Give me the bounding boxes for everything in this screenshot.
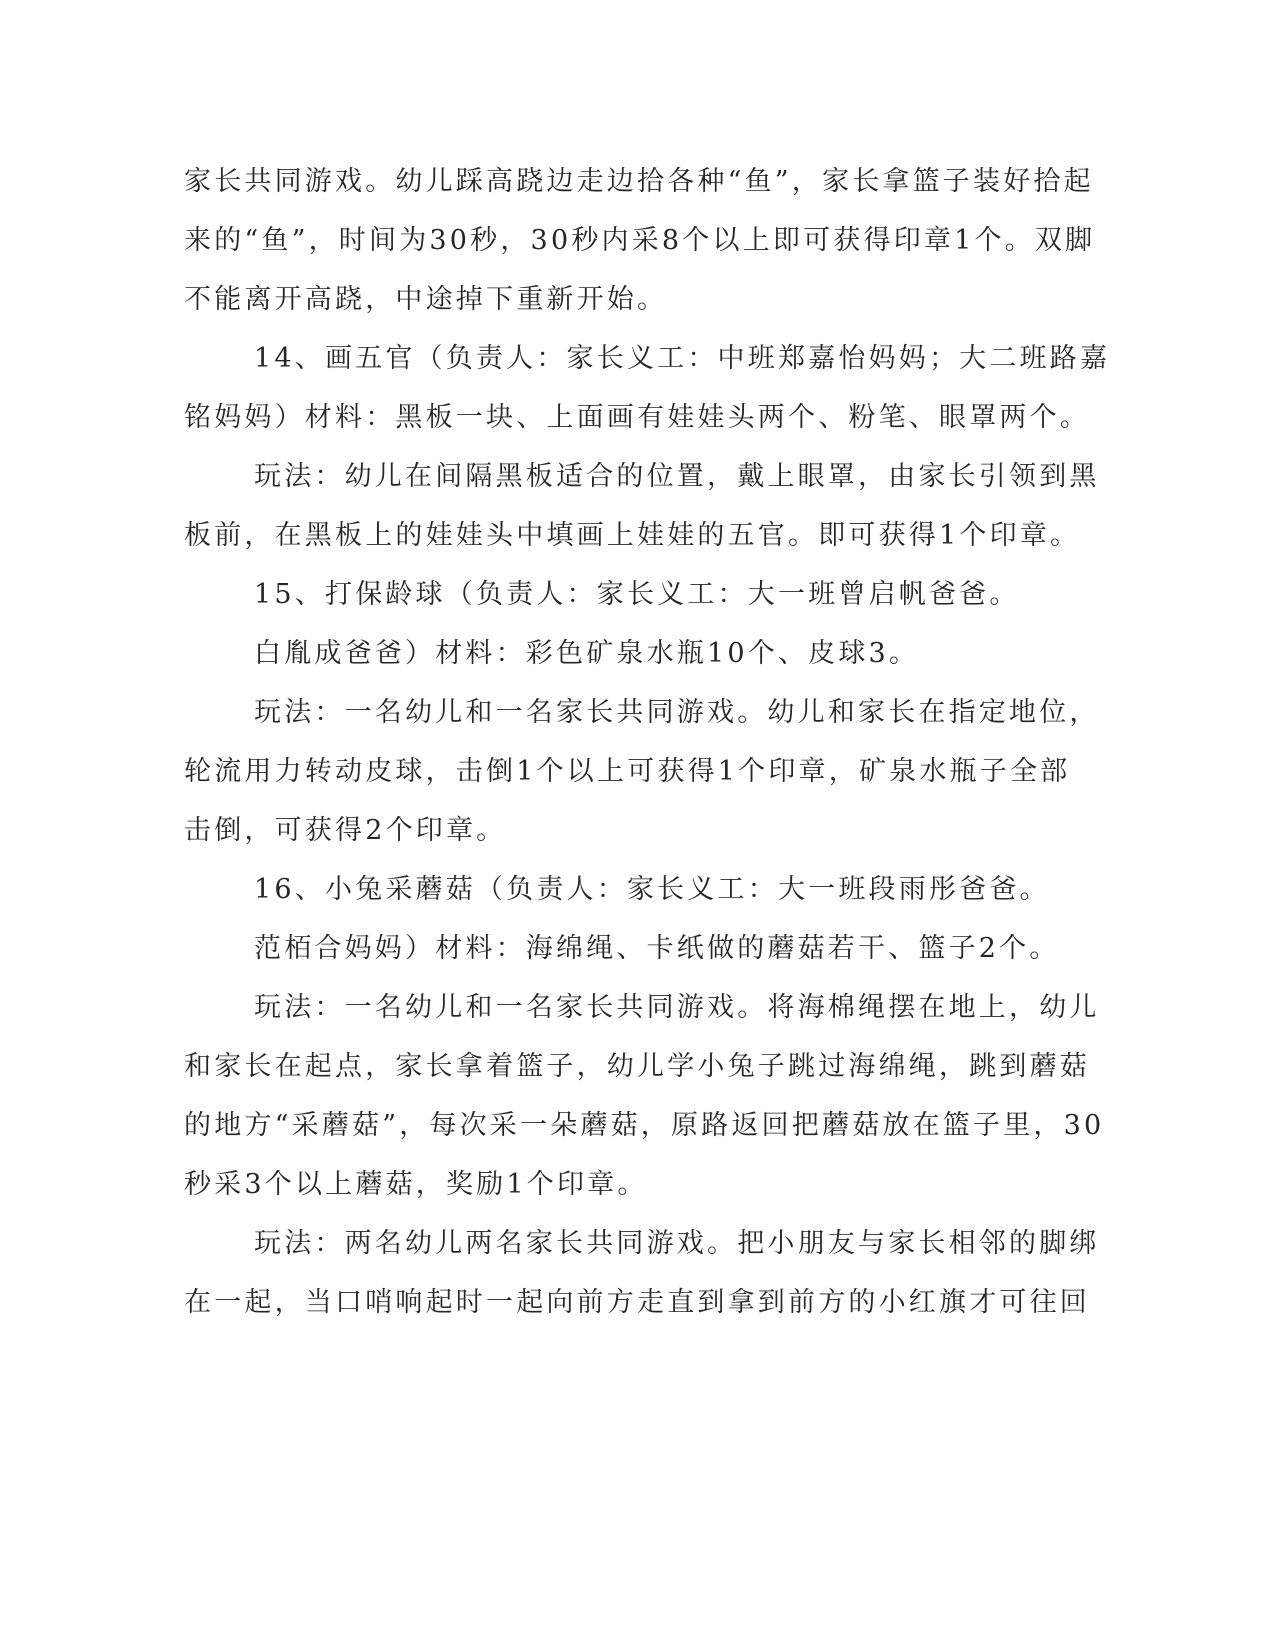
text-line: 白胤成爸爸）材料：彩色矿泉水瓶10个、皮球3。 — [254, 638, 920, 669]
body-text — [184, 152, 1111, 1332]
text-line: 玩法：两名幼儿两名家长共同游戏。把小朋友与家长相邻的脚绑 — [254, 1228, 1100, 1259]
text-line: 和家长在起点，家长拿着篮子，幼儿学小兔子跳过海绵绳，跳到蘑菇 — [184, 1051, 1090, 1082]
text-line: 板前，在黑板上的娃娃头中填画上娃娃的五官。即可获得1个印章。 — [184, 520, 1081, 551]
text-line: 来的“鱼”，时间为30秒，30秒内采8个以上即可获得印章1个。双脚 — [184, 225, 1096, 256]
text-line: 击倒，可获得2个印章。 — [184, 815, 507, 846]
text-line: 轮流用力转动皮球，击倒1个以上可获得1个印章，矿泉水瓶子全部 — [184, 756, 1071, 787]
text-line: 铭妈妈）材料：黑板一块、上面画有娃娃头两个、粉笔、眼罩两个。 — [184, 402, 1090, 433]
text-line: 在一起，当口哨响起时一起向前方走直到拿到前方的小红旗才可往回 — [184, 1287, 1090, 1318]
text-line: 玩法：一名幼儿和一名家长共同游戏。将海棉绳摆在地上，幼儿 — [254, 992, 1100, 1023]
text-line: 的地方“采蘑菇”，每次采一朵蘑菇，原路返回把蘑菇放在篮子里，30 — [184, 1110, 1105, 1141]
text-line: 玩法：幼儿在间隔黑板适合的位置，戴上眼罩，由家长引领到黑 — [254, 461, 1100, 492]
section-heading-15: 15、打保龄球（负责人：家长义工：大一班曾启帆爸爸。 — [254, 579, 1020, 610]
text-line: 不能离开高跷，中途掉下重新开始。 — [184, 284, 668, 315]
section-heading-14: 14、画五官（负责人：家长义工：中班郑嘉怡妈妈；大二班路嘉 — [254, 343, 1111, 374]
section-heading-16: 16、小兔采蘑菇（负责人：家长义工：大一班段雨彤爸爸。 — [254, 874, 1050, 905]
text-line: 秒采3个以上蘑菇，奖励1个印章。 — [184, 1169, 648, 1200]
text-line: 玩法：一名幼儿和一名家长共同游戏。幼儿和家长在指定地位， — [254, 697, 1100, 728]
text-line: 范栢合妈妈）材料：海绵绳、卡纸做的蘑菇若干、篮子2个。 — [254, 933, 1060, 964]
text-line: 家长共同游戏。幼儿踩高跷边走边拾各种“鱼”，家长拿篮子装好拾起 — [184, 166, 1094, 197]
